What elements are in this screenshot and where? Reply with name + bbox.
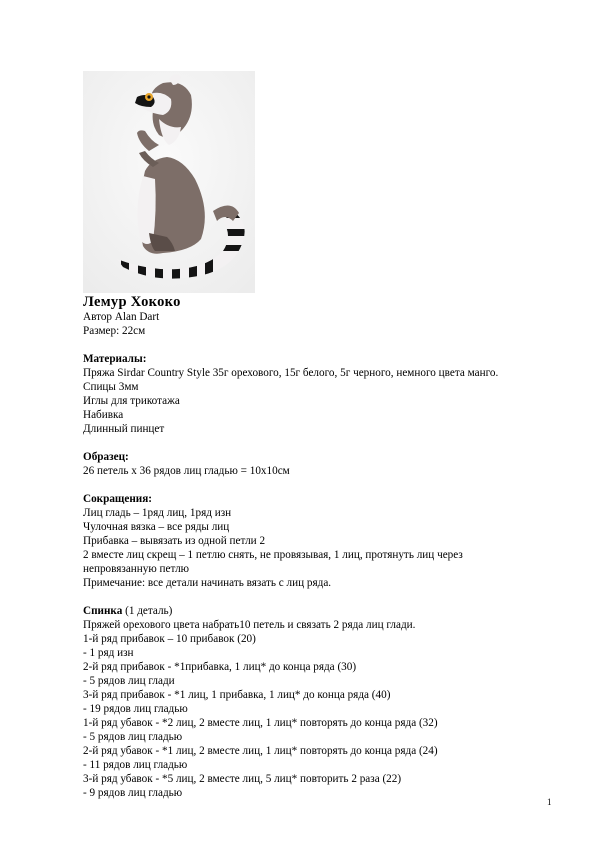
pattern-text [83, 294, 563, 800]
back-line: - 1 ряд изн [83, 647, 134, 659]
page-number: 1 [547, 797, 552, 807]
back-line: 2-й ряд убавок - *1 лиц, 2 вместе лиц, 1 лиц* повторять до конца ряда (24) [83, 745, 438, 757]
size-line: Размер: 22см [83, 325, 146, 337]
back-line: - 5 рядов лиц гладью [83, 731, 183, 743]
materials-line: Иглы для трикотажа [83, 395, 180, 407]
materials-line: Пряжа Sirdar Country Style 35г орехового, 15г белого, 5г черного, немного цвета манго. [83, 367, 499, 379]
abbreviation-note: Примечание: все детали начинать вязать с лиц ряда. [83, 577, 332, 589]
abbreviation-line: Чулочная вязка – все ряды лиц [83, 521, 230, 533]
page-title: Лемур Хококо [83, 294, 181, 310]
lemur-photo [83, 71, 255, 293]
lemur-illustration [83, 71, 255, 293]
abbreviation-line: 2 вместе лиц скрещ – 1 петлю снять, не провязывая, 1 лиц, протянуть лиц через непровязанную петлю [83, 549, 463, 575]
back-heading: Спинка [83, 605, 123, 617]
back-line: 2-й ряд прибавок - *1прибавка, 1 лиц* до конца ряда (30) [83, 661, 357, 673]
back-section-heading [83, 604, 563, 618]
materials-line: Набивка [83, 409, 124, 421]
abbreviation-line: Лиц гладь – 1ряд лиц, 1ряд изн [83, 507, 232, 519]
materials-line: Спицы 3мм [83, 381, 139, 393]
back-line: 1-й ряд убавок - *2 лиц, 2 вместе лиц, 1 лиц* повторять до конца ряда (32) [83, 717, 438, 729]
materials-heading: Материалы: [83, 353, 147, 365]
back-line: 3-й ряд прибавок - *1 лиц, 1 прибавка, 1 лиц* до конца ряда (40) [83, 689, 391, 701]
gauge-heading: Образец: [83, 451, 129, 463]
back-line: 3-й ряд убавок - *5 лиц, 2 вместе лиц, 5 лиц* повторить 2 раза (22) [83, 773, 402, 785]
back-line: - 11 рядов лиц гладью [83, 759, 188, 771]
gauge-line: 26 петель х 36 рядов лиц гладью = 10х10см [83, 465, 290, 477]
author-line: Автор Alan Dart [83, 311, 160, 323]
back-line: - 9 рядов лиц гладью [83, 787, 183, 799]
back-note: (1 деталь) [122, 605, 173, 617]
back-line: Пряжей орехового цвета набрать10 петель и связать 2 ряда лиц глади. [83, 619, 416, 631]
back-line: - 5 рядов лиц глади [83, 675, 175, 687]
back-line: - 19 рядов лиц гладью [83, 703, 188, 715]
abbreviations-heading: Сокращения: [83, 493, 153, 505]
abbreviation-line: Прибавка – вывязать из одной петли 2 [83, 535, 266, 547]
back-line: 1-й ряд прибавок – 10 прибавок (20) [83, 633, 256, 645]
materials-line: Длинный пинцет [83, 423, 165, 435]
